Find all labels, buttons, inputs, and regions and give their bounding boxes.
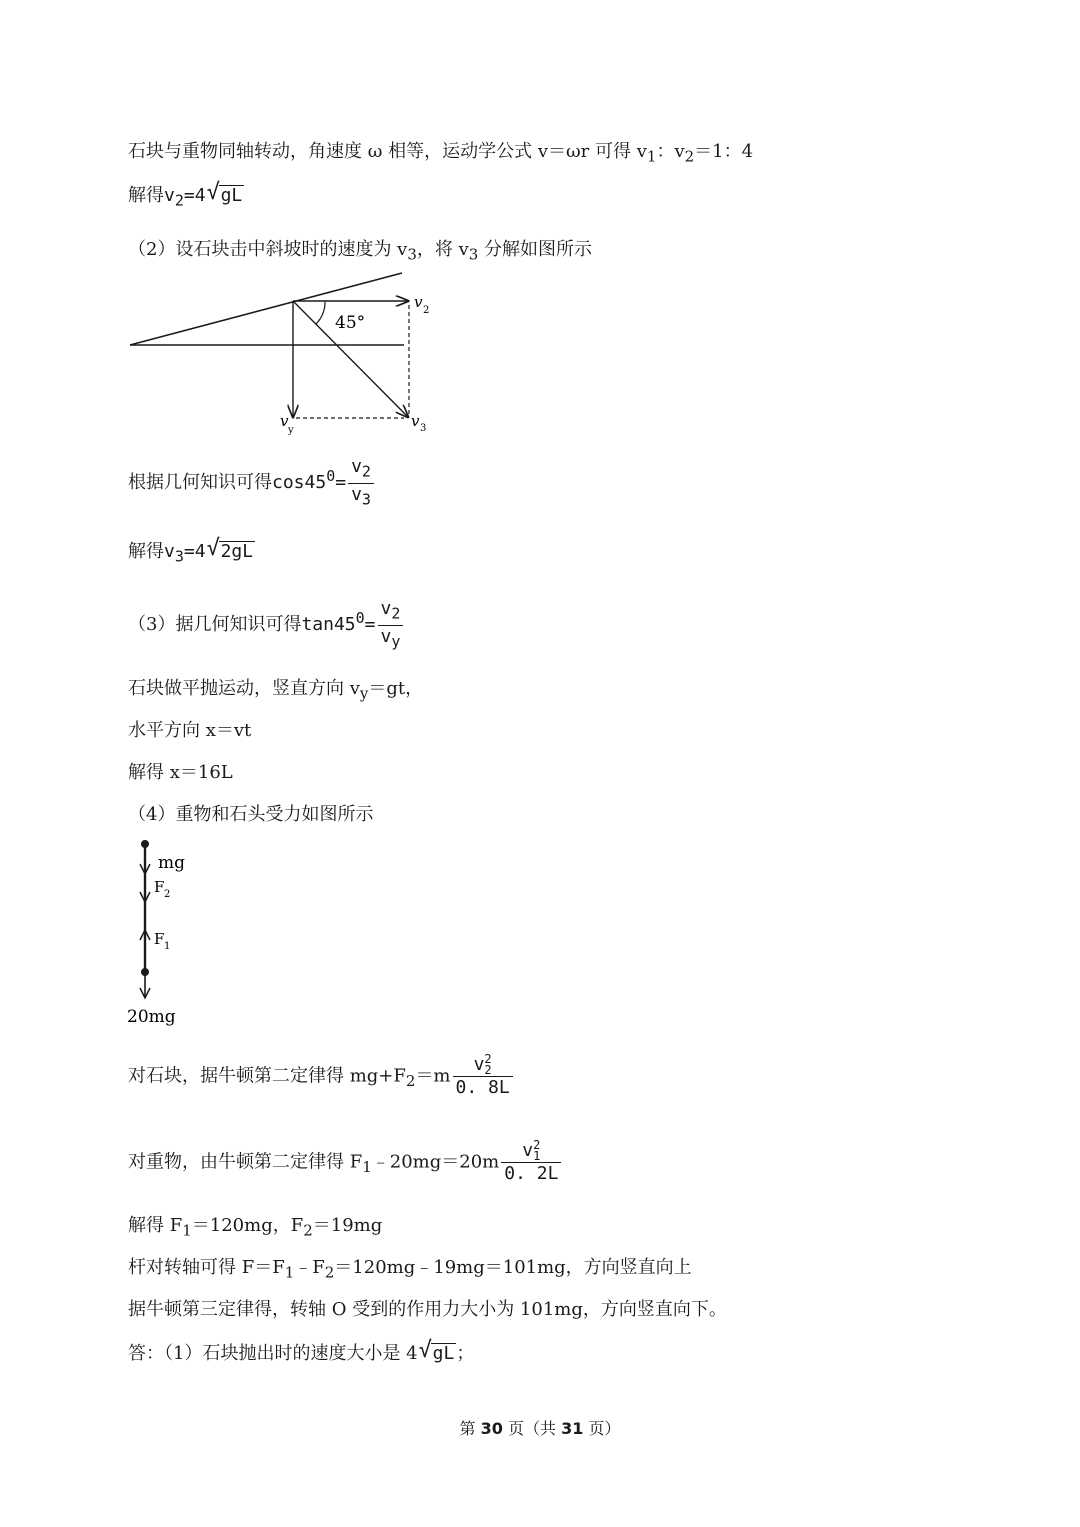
formula <box>164 536 255 566</box>
text-line-stone-newton <box>128 1054 513 1099</box>
f1-label: F <box>154 930 165 948</box>
sqrt-sign: √ <box>206 536 220 561</box>
subscript: 1 <box>646 147 657 166</box>
subscript: 2 <box>361 462 371 481</box>
text-line-solve-v2 <box>128 180 244 213</box>
text: 分解如图所示 <box>478 239 593 260</box>
text: （2）设石块击中斜坡时的速度为 v <box>128 239 408 260</box>
text-line-part2 <box>128 238 592 267</box>
subscript: 2 <box>484 1063 492 1077</box>
formula <box>164 180 244 210</box>
text: 解得 <box>128 541 164 562</box>
text-line-solve-x: 解得 x＝16L <box>128 762 233 783</box>
text: 石块做平抛运动，竖直方向 v <box>128 678 360 699</box>
superscript: 2 <box>484 1052 492 1066</box>
text-line-third-law: 据牛顿第三定律得，转轴 O 受到的作用力大小为 101mg，方向竖直向下。 <box>128 1299 727 1320</box>
text: ＝120mg，F <box>191 1215 304 1236</box>
text-line-angular-velocity <box>128 140 753 169</box>
superscript: 0 <box>355 609 365 628</box>
text: = <box>364 614 376 636</box>
radicand: gL <box>220 185 243 206</box>
angle-label: 45° <box>335 313 366 333</box>
text: v <box>351 483 362 505</box>
sqrt-sign: √ <box>418 1338 432 1363</box>
text-line-solve-forces <box>128 1214 382 1243</box>
text: 对重物，由牛顿第二定律得 F <box>128 1151 363 1173</box>
subscript: 2 <box>174 191 184 210</box>
f2-label-sub: 2 <box>164 889 171 900</box>
20mg-label: 20mg <box>127 1007 176 1027</box>
vy-label-sub: y <box>288 425 294 436</box>
formula <box>301 598 403 651</box>
superscript: 0 <box>326 467 336 486</box>
v3-label-sub: 3 <box>420 423 427 434</box>
subscript: y <box>391 632 401 651</box>
text: 对石块，据牛顿第二定律得 mg+F <box>128 1065 406 1087</box>
vy-label: v <box>280 412 289 430</box>
text-line-weight-newton <box>128 1140 561 1185</box>
sup-sub-stack <box>484 1054 491 1076</box>
formula <box>272 456 374 509</box>
text: cos45 <box>272 472 327 494</box>
text: =4 <box>183 541 206 562</box>
text: ，将 v <box>416 239 469 260</box>
denominator: 0. 2L <box>504 1163 559 1184</box>
text: 根据几何知识可得 <box>128 472 272 494</box>
f2-label: F <box>154 878 165 896</box>
subscript: 1 <box>182 1221 192 1240</box>
text: v <box>164 185 175 206</box>
superscript: 2 <box>533 1138 541 1152</box>
v2-label-sub: 2 <box>423 305 430 316</box>
radicand: 2gL <box>220 541 254 562</box>
text-line-tan45 <box>128 598 403 652</box>
v3-label: v <box>411 412 420 430</box>
subscript: 3 <box>407 245 417 264</box>
v2-label: v <box>414 293 423 311</box>
subscript: 2 <box>324 1263 335 1282</box>
text: v <box>164 541 175 562</box>
text: v <box>473 1054 485 1075</box>
subscript: 1 <box>362 1158 372 1177</box>
subscript: 3 <box>361 490 371 509</box>
subscript: 1 <box>533 1149 541 1163</box>
page-footer <box>0 1416 1080 1439</box>
text: ＝gt， <box>368 678 424 699</box>
fraction <box>348 456 374 510</box>
angle-arc <box>316 301 325 324</box>
fraction <box>501 1140 561 1185</box>
text: ＝120mg﹣19mg＝101mg，方向竖直向上 <box>334 1257 692 1278</box>
text: = <box>335 472 347 494</box>
subscript: y <box>359 684 369 703</box>
text-line-solve-v3 <box>128 536 255 569</box>
text: tan45 <box>301 614 356 636</box>
numerator <box>348 456 374 484</box>
mg-label: mg <box>158 853 186 873</box>
text: 石块与重物同轴转动，角速度 ω 相等，运动学公式 v＝ωr 可得 v <box>128 141 647 162</box>
text: =4 <box>183 185 206 206</box>
denominator: 0. 8L <box>455 1077 510 1098</box>
text-line-axis-force <box>128 1256 692 1285</box>
slope-line <box>130 273 402 345</box>
text-line-projectile <box>128 677 423 706</box>
text: 杆对转轴可得 F＝F <box>128 1257 285 1278</box>
top-mass-point <box>141 840 149 848</box>
text: v <box>380 598 392 619</box>
denominator <box>378 626 404 653</box>
subscript: 3 <box>174 547 184 566</box>
subscript: 2 <box>303 1221 313 1240</box>
text: ； <box>456 1343 475 1364</box>
text-line-cos45 <box>128 456 374 510</box>
subscript: 2 <box>391 604 401 623</box>
text: 答：（1）石块抛出时的速度大小是 4 <box>128 1343 418 1364</box>
total-pages: 31 <box>561 1419 584 1438</box>
page-number: 30 <box>480 1419 503 1438</box>
text: 解得 <box>128 185 164 206</box>
text: ＝19mg <box>312 1215 383 1236</box>
text: v <box>522 1140 534 1161</box>
text: 页（共 <box>502 1419 562 1438</box>
sqrt <box>206 180 245 208</box>
text-line-answer <box>128 1338 475 1366</box>
numerator <box>501 1140 561 1163</box>
text: ＝1：4 <box>694 141 754 162</box>
subscript: 2 <box>684 147 695 166</box>
text: ﹣20mg＝20m <box>371 1151 500 1173</box>
sqrt-sign: √ <box>206 180 220 205</box>
sqrt <box>418 1338 457 1366</box>
fraction <box>453 1054 513 1099</box>
text: 解得 F <box>128 1215 183 1236</box>
force-diagram <box>120 838 230 1030</box>
sup-sub-stack <box>533 1140 540 1162</box>
text: 页） <box>583 1419 621 1438</box>
subscript: 1 <box>284 1263 295 1282</box>
text: v <box>380 625 392 647</box>
text: 第 <box>459 1419 481 1438</box>
numerator <box>378 598 404 626</box>
radicand: gL <box>432 1343 455 1364</box>
text: ＝m <box>415 1065 451 1087</box>
fraction <box>378 598 404 652</box>
text: （3）据几何知识可得 <box>128 614 302 636</box>
text: ：v <box>656 141 685 162</box>
velocity-decomposition-diagram <box>120 265 450 440</box>
text-line-part4: （4）重物和石头受力如图所示 <box>128 804 374 825</box>
f1-label-sub: 1 <box>164 941 171 952</box>
denominator <box>348 484 374 511</box>
text: ﹣F <box>294 1257 325 1278</box>
sqrt <box>206 536 256 564</box>
subscript: 3 <box>468 245 479 264</box>
numerator <box>453 1054 513 1077</box>
subscript: 2 <box>405 1072 416 1091</box>
text-line-horizontal: 水平方向 x＝vt <box>128 720 252 741</box>
text: v <box>351 456 362 477</box>
